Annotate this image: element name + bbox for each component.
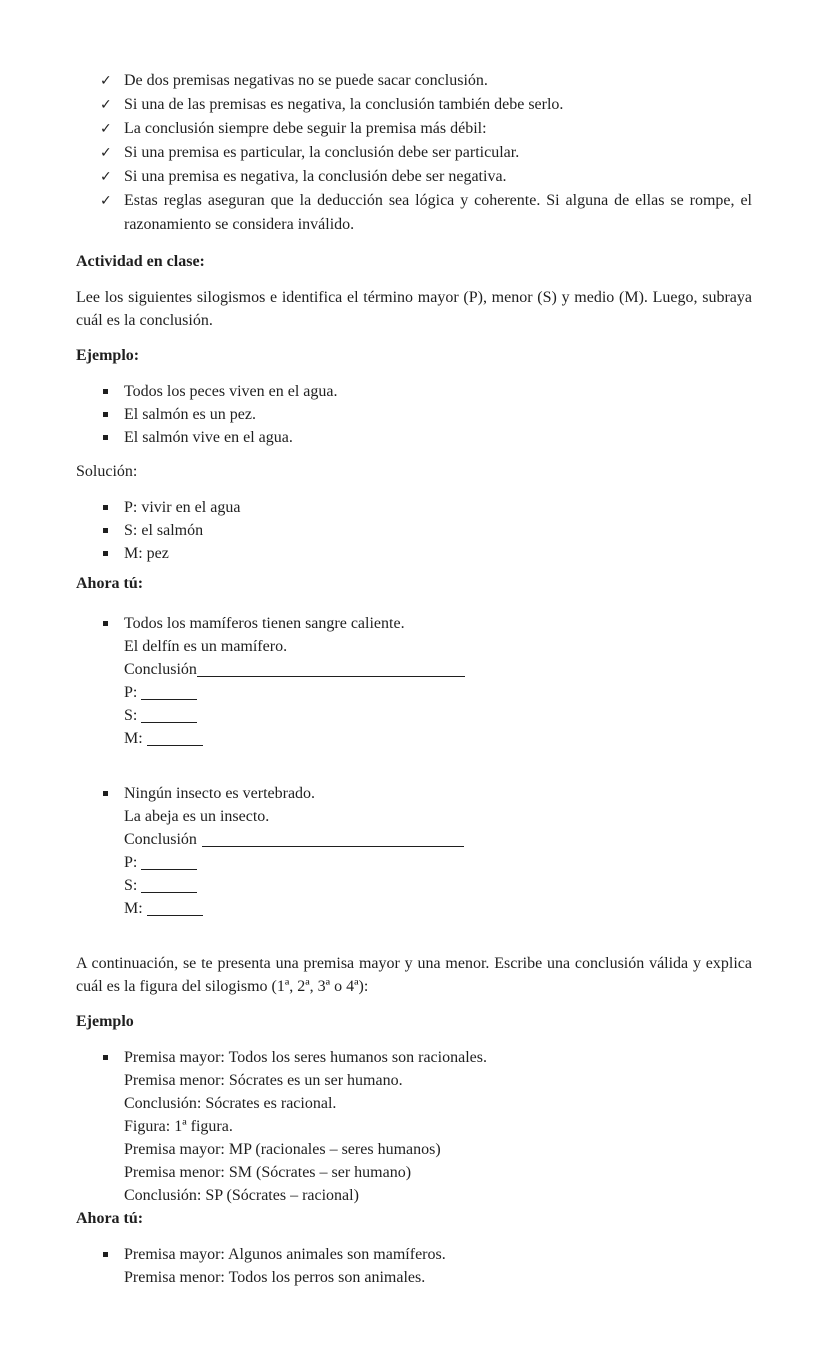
example-line <box>76 1092 752 1115</box>
premise-text: El delfín es un mamífero. <box>124 638 288 655</box>
figures-intro: A continuación, se te presenta una premisa mayor y una menor. Escribe una conclusión válida y explica cuál es la figura del silogismo (1ª, 2ª, 3ª o 4ª): <box>76 955 752 995</box>
premise-line <box>76 612 752 635</box>
activity-heading: Actividad en clase: <box>76 253 205 270</box>
example-line <box>76 1138 752 1161</box>
list-item <box>76 380 752 403</box>
list-item <box>76 519 752 542</box>
rule-text: Si una de las premisas es negativa, la conclusión también debe serlo. <box>124 96 564 113</box>
square-bullet-icon <box>103 551 108 556</box>
term-line-p <box>76 681 752 704</box>
list-item <box>76 165 752 189</box>
blank-line <box>202 834 464 847</box>
term-label: M: <box>124 730 143 747</box>
rule-text: Si una premisa es negativa, la conclusión debe ser negativa. <box>124 168 507 185</box>
example-line-text: Premisa mayor: Todos los seres humanos son racionales. <box>124 1049 487 1066</box>
premise-text: Todos los mamíferos tienen sangre caliente. <box>124 615 405 632</box>
list-item <box>76 189 752 237</box>
premise-line <box>76 635 752 658</box>
checkmark-icon: ✓ <box>100 97 112 113</box>
example-line <box>76 1069 752 1092</box>
square-bullet-icon <box>103 528 108 533</box>
solution-item-text: S: el salmón <box>124 522 204 539</box>
example-line <box>76 1161 752 1184</box>
rule-text: De dos premisas negativas no se puede sacar conclusión. <box>124 72 488 89</box>
premise-line <box>76 782 752 805</box>
blank-line <box>147 733 203 746</box>
example-line-text: Premisa mayor: MP (racionales – seres humanos) <box>124 1141 441 1158</box>
term-line-m <box>76 727 752 750</box>
conclusion-label: Conclusión <box>124 831 197 848</box>
solution-item-text: P: vivir en el agua <box>124 499 241 516</box>
example-line-text: Premisa menor: Sócrates es un ser humano. <box>124 1072 403 1089</box>
example-line-text: Premisa menor: SM (Sócrates – ser humano) <box>124 1164 412 1181</box>
example-heading: Ejemplo <box>76 1013 134 1030</box>
blank-line <box>141 880 197 893</box>
final-exercise-block <box>76 1243 752 1289</box>
list-item <box>76 403 752 426</box>
example-line <box>76 1046 752 1069</box>
figure-example-block <box>76 1046 752 1207</box>
term-label: S: <box>124 877 138 894</box>
exercise-1 <box>76 612 752 750</box>
term-line-m <box>76 897 752 920</box>
rules-list <box>76 69 752 237</box>
rule-text: La conclusión siempre debe seguir la premisa más débil: <box>124 120 487 137</box>
example-line-text: Conclusión: SP (Sócrates – racional) <box>124 1187 359 1204</box>
list-item <box>76 426 752 449</box>
conclusion-line <box>76 658 752 681</box>
list-item <box>76 542 752 565</box>
conclusion-line <box>76 828 752 851</box>
example-line-text: Conclusión: Sócrates es racional. <box>124 1095 337 1112</box>
term-label: P: <box>124 684 138 701</box>
list-item <box>76 69 752 93</box>
blank-line <box>141 857 197 870</box>
rule-text: Estas reglas aseguran que la deducción sea lógica y coherente. Si alguna de ellas se rompe, el razonamiento se considera inválido. <box>124 192 752 233</box>
rule-text: Si una premisa es particular, la conclusión debe ser particular. <box>124 144 520 161</box>
example-line <box>76 1184 752 1207</box>
blank-line <box>147 903 203 916</box>
example-line <box>76 1115 752 1138</box>
premise-line <box>76 1243 752 1266</box>
conclusion-label: Conclusión <box>124 661 197 678</box>
checkmark-icon: ✓ <box>100 193 112 209</box>
solution-label: Solución: <box>76 463 138 480</box>
blank-line <box>141 710 197 723</box>
premise-text: La abeja es un insecto. <box>124 808 270 825</box>
square-bullet-icon <box>103 435 108 440</box>
premise-line <box>76 1266 752 1289</box>
solution-item-text: M: pez <box>124 545 169 562</box>
example-list <box>76 380 752 449</box>
square-bullet-icon <box>103 621 108 626</box>
term-label: M: <box>124 900 143 917</box>
square-bullet-icon <box>103 1055 108 1060</box>
list-item <box>76 117 752 141</box>
term-label: P: <box>124 854 138 871</box>
square-bullet-icon <box>103 389 108 394</box>
now-you-heading: Ahora tú: <box>76 575 144 592</box>
list-item <box>76 141 752 165</box>
term-line-s <box>76 704 752 727</box>
example-line-text: Figura: 1ª figura. <box>124 1118 233 1135</box>
premise-line <box>76 805 752 828</box>
square-bullet-icon <box>103 1252 108 1257</box>
checkmark-icon: ✓ <box>100 145 112 161</box>
example-heading: Ejemplo: <box>76 347 140 364</box>
checkmark-icon: ✓ <box>100 169 112 185</box>
term-line-p <box>76 851 752 874</box>
term-label: S: <box>124 707 138 724</box>
solution-list <box>76 496 752 565</box>
square-bullet-icon <box>103 505 108 510</box>
premise-text: Premisa menor: Todos los perros son animales. <box>124 1269 426 1286</box>
exercise-2 <box>76 782 752 920</box>
activity-intro: Lee los siguientes silogismos e identifica el término mayor (P), menor (S) y medio (M). Luego, subraya cuál es la conclusión. <box>76 289 752 329</box>
square-bullet-icon <box>103 791 108 796</box>
blank-line <box>141 687 197 700</box>
example-item-text: El salmón es un pez. <box>124 406 256 423</box>
list-item <box>76 496 752 519</box>
example-item-text: Todos los peces viven en el agua. <box>124 383 338 400</box>
term-line-s <box>76 874 752 897</box>
blank-line <box>197 664 465 677</box>
square-bullet-icon <box>103 412 108 417</box>
premise-text: Ningún insecto es vertebrado. <box>124 785 316 802</box>
checkmark-icon: ✓ <box>100 121 112 137</box>
checkmark-icon: ✓ <box>100 73 112 89</box>
now-you-heading: Ahora tú: <box>76 1210 144 1227</box>
premise-text: Premisa mayor: Algunos animales son mamíferos. <box>124 1246 446 1263</box>
example-item-text: El salmón vive en el agua. <box>124 429 293 446</box>
list-item <box>76 93 752 117</box>
